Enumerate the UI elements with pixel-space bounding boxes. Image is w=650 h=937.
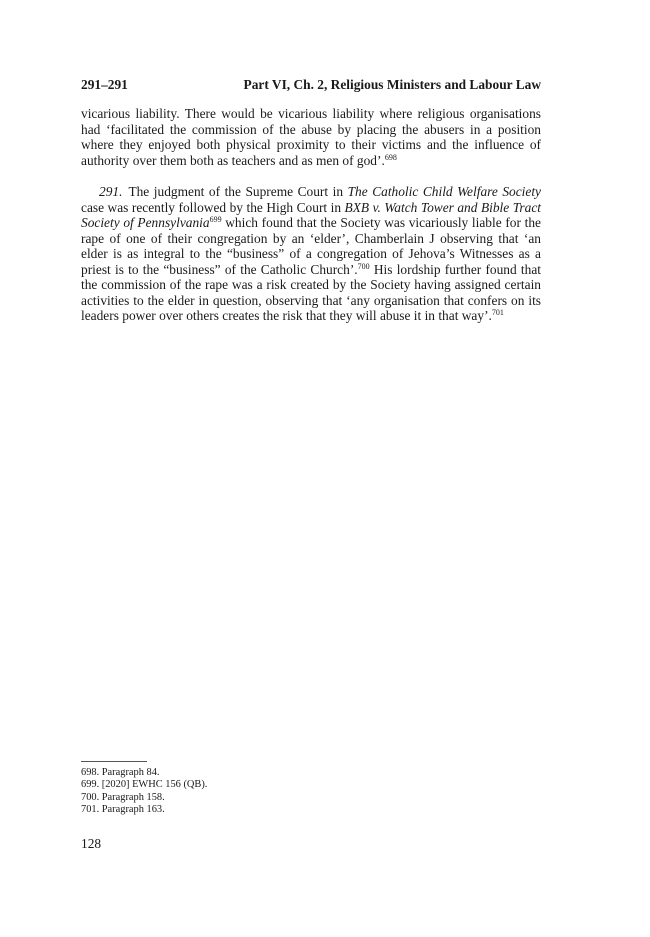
paragraph-number: 291. xyxy=(99,184,123,199)
footnote-699: 699. [2020] EWHC 156 (QB). xyxy=(81,779,208,791)
footnote-ref: 699 xyxy=(209,215,222,224)
footnote-701: 701. Paragraph 163. xyxy=(81,803,165,815)
paragraph-291 xyxy=(81,184,541,324)
body-text xyxy=(81,106,541,324)
footnote-698: 698. Paragraph 84. xyxy=(81,767,160,778)
section-range: 291–291 xyxy=(81,77,128,92)
text-run: His lordship further found that the commission of the rape was a risk created by the Society having assigned certain activities to the elder in question, observing that ‘any organisation that confers on its leaders power over others creates the risk that they will abuse it in that way’. xyxy=(81,261,542,323)
text-run: The judgment of the Supreme Court in xyxy=(128,184,348,199)
footnote-700: 700. Paragraph 158. xyxy=(81,791,165,803)
footnotes xyxy=(81,767,541,816)
footnote-ref: 701 xyxy=(491,308,504,317)
footnote-ref: 700 xyxy=(357,261,370,271)
italic-text: The Catholic Child Welfare Society xyxy=(347,184,541,199)
page-number: 128 xyxy=(81,836,102,851)
italic-text: BXB v. Watch Tower and Bible Tract Society of Pennsylvania xyxy=(81,199,541,230)
running-title: Part VI, Ch. 2, Religious Ministers and Labour Law xyxy=(243,77,541,92)
paragraph-continuation xyxy=(81,106,541,168)
text-run: which found that the Society was vicariously liable for the rape of one of their congregation by an ‘elder’, Chamberlain J observing that ‘an elder is as integral to the “business” of a congregation of Jehova’s Witnesses as a priest is to the “business” of the Catholic Church’. xyxy=(81,215,541,277)
footnote-ref: 698 xyxy=(384,152,397,162)
text-run: vicarious liability. There would be vicarious liability where religious organisations had ‘facilitated the commission of the abuse by placing the abusers in a position where they enjoyed both physical proximity to their victims and the influence of authority over them both as teachers and as men of god’. xyxy=(81,106,541,168)
text-run: case was recently followed by the High Court in xyxy=(81,199,345,215)
footnote-divider xyxy=(81,761,147,762)
